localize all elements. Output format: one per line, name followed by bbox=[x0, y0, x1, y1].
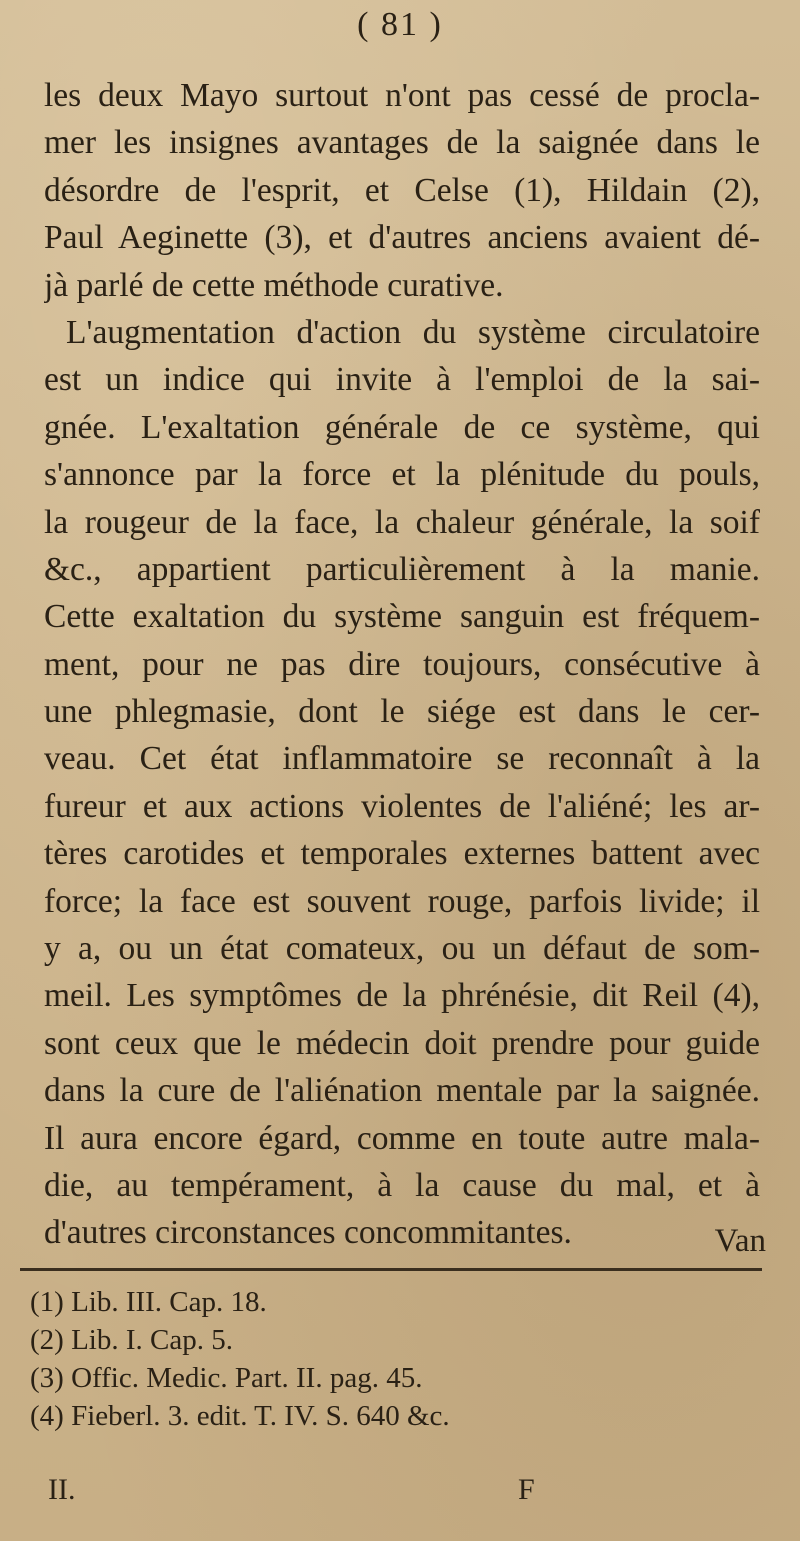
body-line: d'autres circonstances concommitantes. bbox=[44, 1214, 572, 1252]
footnote-divider bbox=[20, 1268, 762, 1271]
body-line: dans la cure de l'aliénation mentale par la saignée. bbox=[44, 1072, 760, 1110]
body-line: sont ceux que le médecin doit prendre pour guide bbox=[44, 1024, 760, 1062]
catchword: Van bbox=[714, 1223, 766, 1259]
body-line: les deux Mayo surtout n'ont pas cessé de procla- bbox=[44, 77, 760, 114]
body-line: est un indice qui invite à l'emploi de la sai- bbox=[44, 361, 760, 399]
body-line: fureur et aux actions violentes de l'aliéné; les ar- bbox=[44, 787, 760, 825]
body-line: s'annonce par la force et la plénitude du pouls, bbox=[44, 456, 760, 494]
body-line: force; la face est souvent rouge, parfois livide; il bbox=[44, 882, 760, 920]
footnote: (2) Lib. I. Cap. 5. bbox=[30, 1324, 233, 1356]
body-line: Cette exaltation du système sanguin est fréquem- bbox=[44, 598, 760, 636]
signature-letter: F bbox=[518, 1473, 535, 1506]
body-line: ment, pour ne pas dire toujours, consécutive à bbox=[44, 645, 760, 683]
body-line: mer les insignes avantages de la saignée dans le bbox=[44, 124, 760, 162]
footnotes bbox=[30, 1283, 750, 1435]
body-text bbox=[44, 72, 760, 1257]
body-line: une phlegmasie, dont le siége est dans le cer- bbox=[44, 693, 760, 731]
signature-mark: II. bbox=[48, 1473, 76, 1506]
body-line: gnée. L'exaltation générale de ce système, qui bbox=[44, 408, 760, 446]
footnote: (1) Lib. III. Cap. 18. bbox=[30, 1286, 267, 1318]
body-line: y a, ou un état comateux, ou un défaut de som- bbox=[44, 930, 760, 968]
body-line: veau. Cet état inflammatoire se reconnaît à la bbox=[44, 740, 760, 778]
body-line: meil. Les symptômes de la phrénésie, dit Reil (4), bbox=[44, 977, 760, 1015]
footnote: (3) Offic. Medic. Part. II. pag. 45. bbox=[30, 1362, 423, 1394]
body-line: &c., appartient particulièrement à la manie. bbox=[44, 550, 760, 588]
body-line: L'augmentation d'action du système circulatoire bbox=[66, 313, 760, 351]
body-line: die, au tempérament, à la cause du mal, et à bbox=[44, 1166, 760, 1204]
body-line: la rougeur de la face, la chaleur générale, la soif bbox=[44, 503, 760, 541]
body-line: Paul Aeginette (3), et d'autres anciens avaient dé- bbox=[44, 219, 760, 257]
body-line: Il aura encore égard, comme en toute autre mala- bbox=[44, 1119, 760, 1157]
body-line: désordre de l'esprit, et Celse (1), Hildain (2), bbox=[44, 171, 760, 209]
body-line: jà parlé de cette méthode curative. bbox=[44, 266, 504, 304]
body-line: tères carotides et temporales externes battent avec bbox=[44, 835, 760, 873]
page-number: ( 81 ) bbox=[357, 6, 443, 43]
footnote: (4) Fieberl. 3. edit. T. IV. S. 640 &c. bbox=[30, 1400, 450, 1432]
